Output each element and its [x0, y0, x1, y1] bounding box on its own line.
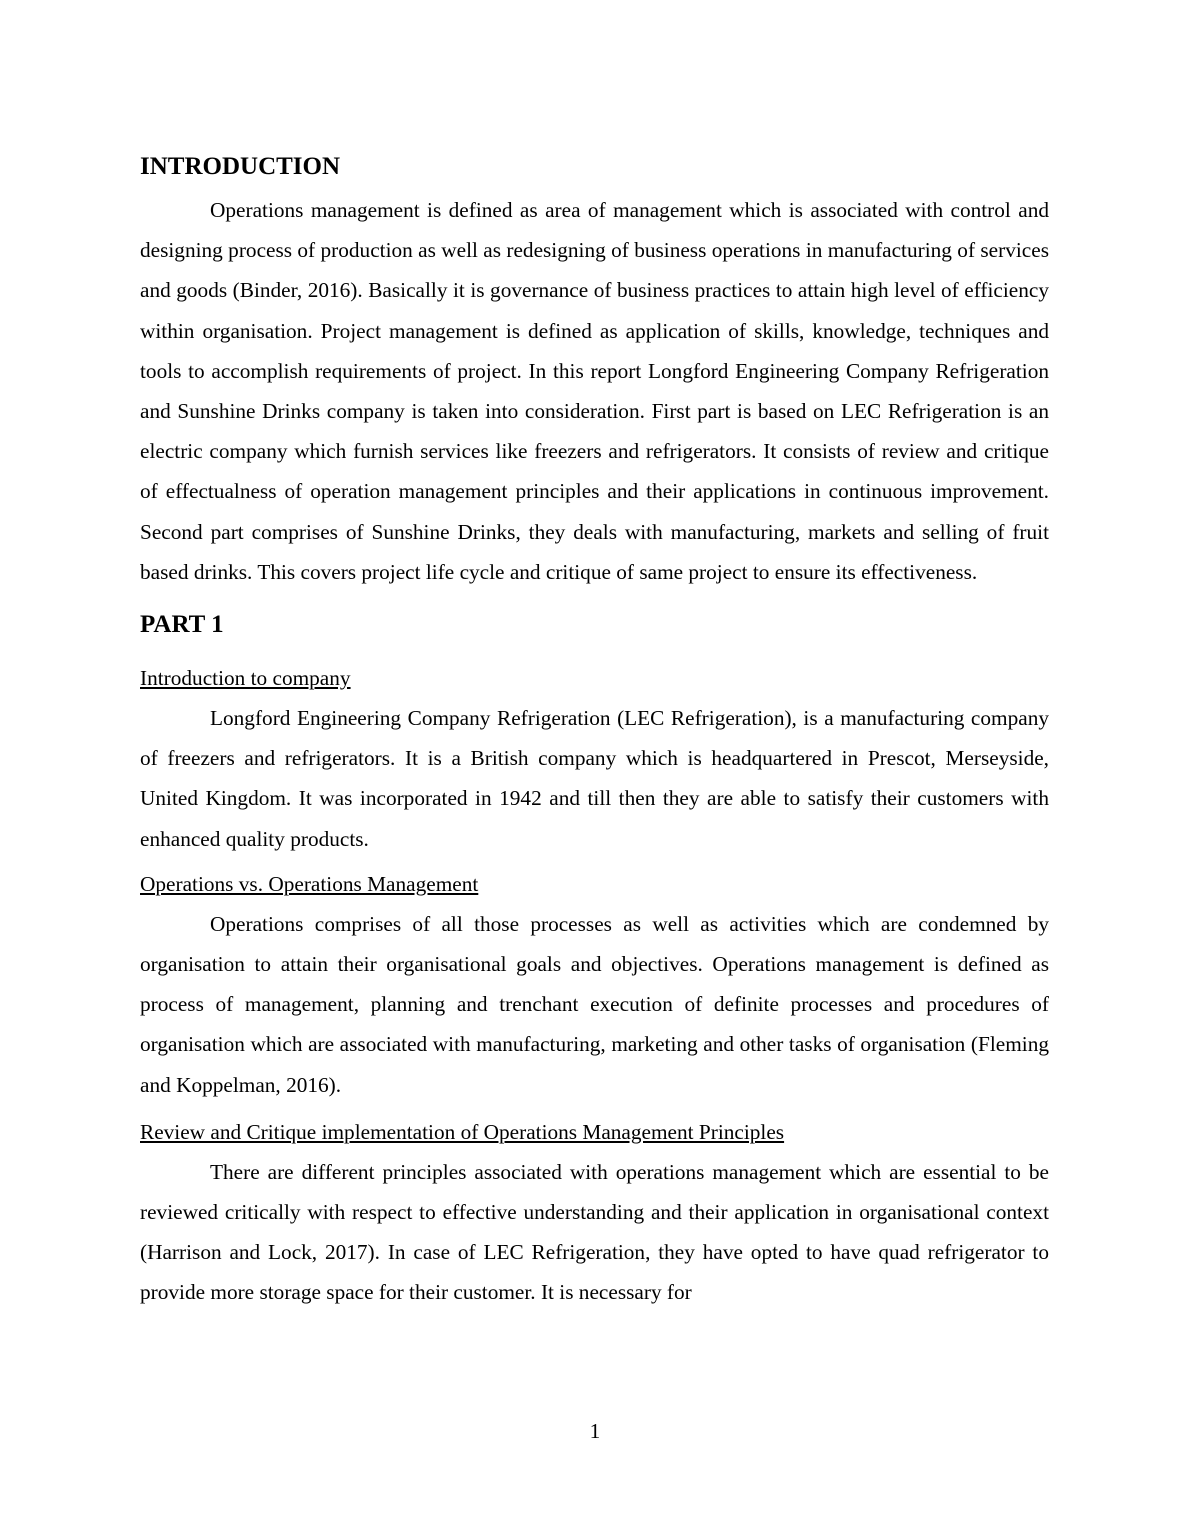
introduction-heading: INTRODUCTION: [140, 153, 341, 180]
section-title-operations-vs-operations-management: Operations vs. Operations Management: [140, 871, 479, 896]
introduction-paragraph: Operations management is defined as area of management which is associated with control and designing process of production as well as redesigning of business operations in manufacturing of services and goods (Binder, 2016). Basically it is governance of business practices to attain high level of efficiency within organisation. Project management is defined as application of skills, knowledge, techniques and tools to accomplish requirements of project. In this report Longford Engineering Company Refrigeration and Sunshine Drinks company is taken into consideration. First part is based on LEC Refrigeration is an electric company which furnish services like freezers and refrigerators. It consists of review and critique of effectualness of operation management principles and their applications in continuous improvement. Second part comprises of Sunshine Drinks, they deals with manufacturing, markets and selling of fruit based drinks. This covers project life cycle and critique of same project to ensure its effectiveness.: [140, 198, 1049, 584]
section-title-introduction-to-company: Introduction to company: [140, 666, 351, 691]
section-paragraph-introduction-to-company: Longford Engineering Company Refrigeration (LEC Refrigeration), is a manufacturing company of freezers and refrigerators. It is a British company which is headquartered in Prescot, Merseyside, United Kingdom. It was incorporated in 1942 and till then they are able to satisfy their customers with enhanced quality products.: [140, 706, 1049, 851]
part1-heading: PART 1: [140, 611, 224, 639]
page-number: 1: [589, 1419, 601, 1443]
section-paragraph-operations-vs-operations-management: Operations comprises of all those processes as well as activities which are condemned by organisation to attain their organisational goals and objectives. Operations management is defined as process of management, planning and trenchant execution of definite processes and procedures of organisation which are associated with manufacturing, marketing and other tasks of organisation (Fleming and Koppelman, 2016).: [140, 911, 1049, 1097]
section-paragraph-review-and-critique: There are different principles associated with operations management which are essential to be reviewed critically with respect to effective understanding and their application in organisational context (Harrison and Lock, 2017). In case of LEC Refrigeration, they have opted to have quad refrigerator to provide more storage space for their customer. It is necessary for: [140, 1159, 1049, 1305]
section-title-review-and-critique: Review and Critique implementation of Operations Management Principles: [140, 1119, 785, 1144]
document-page: [140, 150, 1049, 1313]
